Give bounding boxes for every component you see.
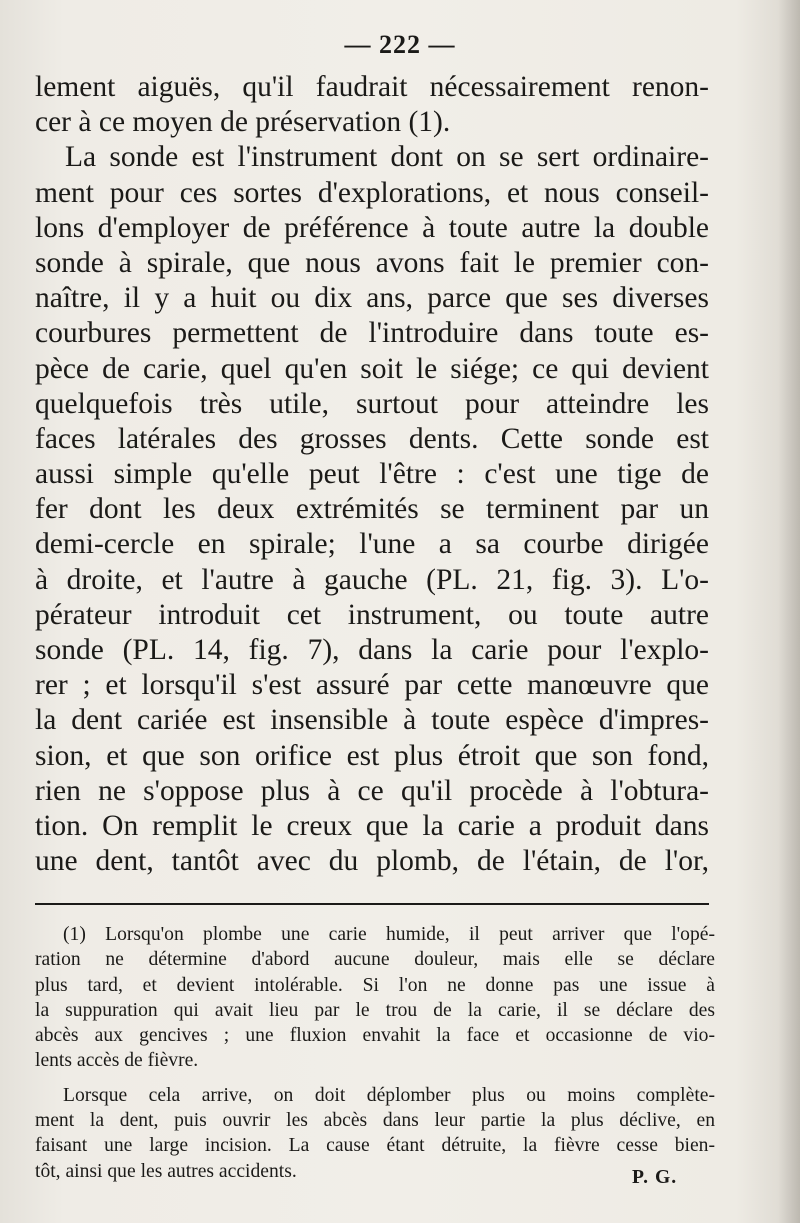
body-line: demi-cercle en spirale; l'une a sa courbe dirigée bbox=[35, 528, 709, 561]
footnote-line: abcès aux gencives ; une fluxion envahit la face et occasionne de vio- bbox=[35, 1025, 715, 1047]
body-line: La sonde est l'instrument dont on se sert ordinaire- bbox=[65, 141, 709, 174]
footnote-line: ration ne détermine d'abord aucune douleur, mais elle se déclare bbox=[35, 949, 715, 971]
body-line: rien ne s'oppose plus à ce qu'il procède à l'obtura- bbox=[35, 774, 709, 807]
body-line: pèce de carie, quel qu'en soit le siége; ce qui devient bbox=[35, 352, 709, 385]
body-line: lement aiguës, qu'il faudrait nécessairement renon- bbox=[35, 71, 709, 103]
body-line: tion. On remplit le creux que la carie a produit dans bbox=[35, 809, 709, 842]
footnote-line: la suppuration qui avait lieu par le trou de la carie, il se déclare des bbox=[35, 999, 715, 1021]
footnote-line: tôt, ainsi que les autres accidents. bbox=[35, 1160, 297, 1182]
footnote-divider bbox=[35, 903, 709, 905]
body-line: fer dont les deux extrémités se terminent par un bbox=[35, 493, 709, 526]
body-text bbox=[35, 70, 709, 879]
body-line: la dent cariée est insensible à toute espèce d'impres- bbox=[35, 704, 709, 737]
page-number: — 222 — bbox=[344, 30, 456, 59]
body-line: sion, et que son orifice est plus étroit que son fond, bbox=[35, 739, 709, 772]
body-line: à droite, et l'autre à gauche (PL. 21, fig. 3). L'o- bbox=[35, 563, 709, 596]
body-line: courbures permettent de l'introduire dans toute es- bbox=[35, 317, 709, 350]
body-line: ment pour ces sortes d'explorations, et nous conseil- bbox=[35, 176, 709, 209]
footnote-paragraph-gap bbox=[35, 1074, 715, 1083]
body-line: sonde (PL. 14, fig. 7), dans la carie pour l'explo- bbox=[35, 634, 709, 666]
footnote-line: lents accès de fièvre. bbox=[35, 1050, 199, 1072]
body-line: rer ; et lorsqu'il s'est assuré par cette manœuvre que bbox=[35, 669, 709, 702]
body-line: sonde à spirale, que nous avons fait le premier con- bbox=[35, 246, 709, 279]
footnote-signature: P. G. bbox=[632, 1167, 678, 1188]
body-line: naître, il y a huit ou dix ans, parce que ses diverses bbox=[35, 282, 709, 315]
body-line: pérateur introduit cet instrument, ou toute autre bbox=[35, 598, 709, 631]
footnote-line: ment la dent, puis ouvrir les abcès dans leur partie la plus déclive, en bbox=[35, 1110, 715, 1132]
body-line: cer à ce moyen de préservation (1). bbox=[35, 106, 451, 139]
page-edge-shadow bbox=[778, 0, 800, 1223]
body-line: une dent, tantôt avec du plomb, de l'étain, de l'or, bbox=[35, 845, 709, 878]
footnotes bbox=[35, 922, 715, 1184]
body-line: lons d'employer de préférence à toute autre la double bbox=[35, 211, 709, 244]
body-line: aussi simple qu'elle peut l'être : c'est une tige de bbox=[35, 458, 709, 491]
body-line: quelquefois très utile, surtout pour atteindre les bbox=[35, 387, 709, 420]
footnote-line: faisant une large incision. La cause étant détruite, la fièvre cesse bien- bbox=[35, 1135, 715, 1157]
footnote-line: plus tard, et devient intolérable. Si l'on ne donne pas une issue à bbox=[35, 974, 715, 996]
footnote-line: Lorsque cela arrive, on doit déplomber plus ou moins complète- bbox=[63, 1084, 715, 1106]
body-line: faces latérales des grosses dents. Cette sonde est bbox=[35, 422, 709, 455]
footnote-line: (1) Lorsqu'on plombe une carie humide, il peut arriver que l'opé- bbox=[63, 924, 715, 945]
